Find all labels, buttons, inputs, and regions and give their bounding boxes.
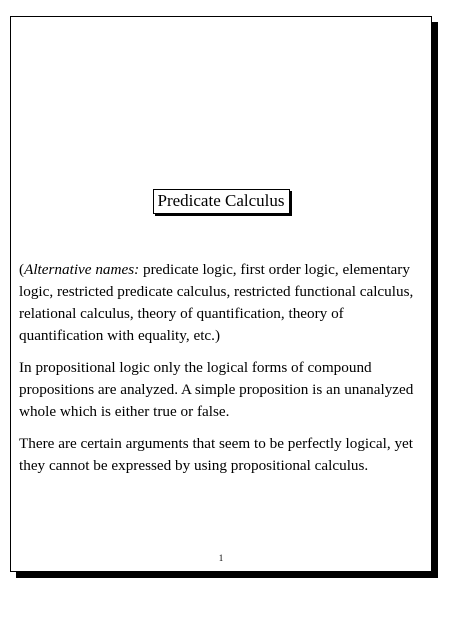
alternative-names-label: Alternative names: xyxy=(24,261,140,278)
alternative-names-text: predicate logic, first order logic, elementary logic, restricted predicate calculus, restricted functional calculus, relational calculus, theory of quantification, theory of quantification with equality, etc.) xyxy=(19,261,414,344)
alternative-names-paragraph xyxy=(19,259,427,347)
propositional-logic-paragraph: In propositional logic only the logical forms of compound propositions are analyzed. A simple proposition is an unanalyzed whole which is either true or false. xyxy=(19,359,414,420)
arguments-paragraph: There are certain arguments that seem to be perfectly logical, yet they cannot be expressed by using propositional calculus. xyxy=(19,435,413,474)
slide-page xyxy=(10,16,432,572)
page-number: 1 xyxy=(218,553,224,563)
page-title: Predicate Calculus xyxy=(153,189,290,214)
title-container xyxy=(11,189,431,214)
open-paren: ( xyxy=(19,261,25,278)
